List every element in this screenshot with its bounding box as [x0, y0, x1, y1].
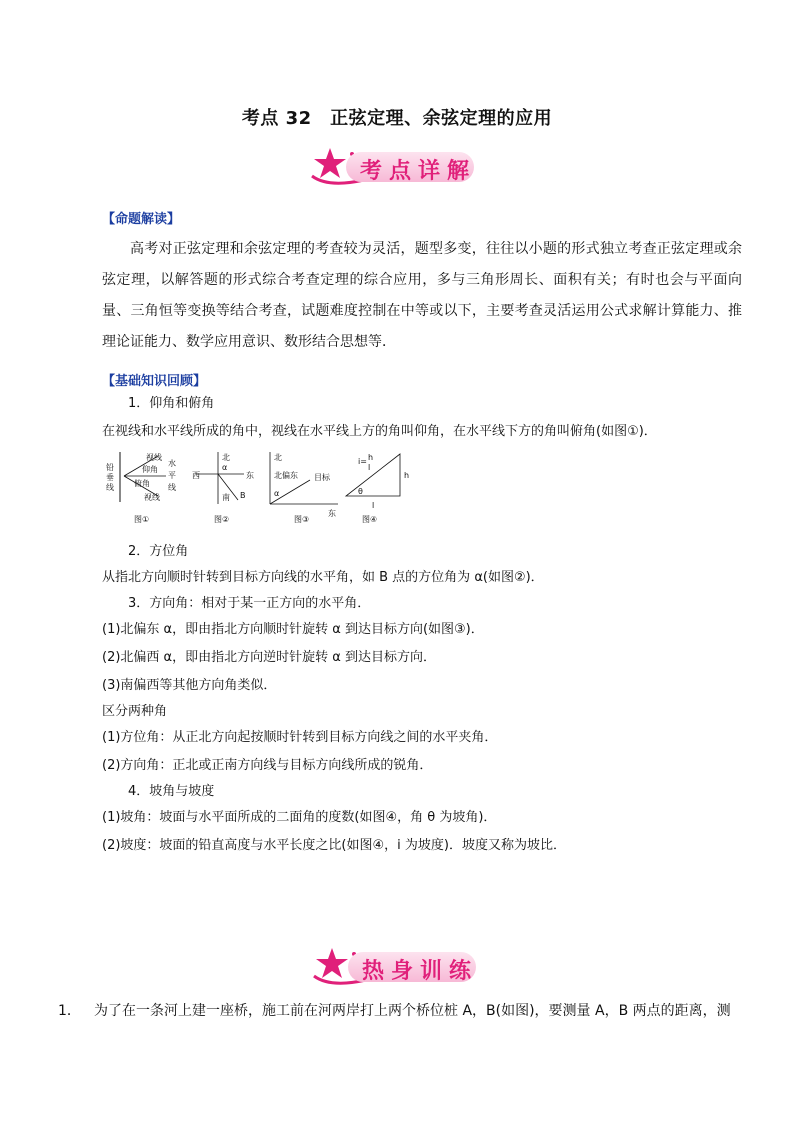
fig2-nan: 南 [222, 493, 230, 502]
text-line: (1)方位角：从正北方向起按顺时针转到目标方向线之间的水平夹角． [102, 730, 498, 745]
fig1-shixian2: 视线 [144, 493, 160, 502]
question-1 [58, 1000, 748, 1020]
fig2-xi: 西 [192, 471, 200, 480]
figure-1 [106, 452, 176, 524]
figure-3 [270, 452, 338, 524]
intro-paragraph: 高考对正弦定理和余弦定理的考查较为灵活，题型多变，往往以小题的形式独立考查正弦定理或余弦定理，以解答题的形式综合考查定理的综合应用，多与三角形周长、面积有关；有时也会与平面向量、三角恒等变换等结合考查，试题难度控制在中等或以下，主要考查灵活运用公式求解计算能力、推理论证能力、数学应用意识、数形结合思想等． [102, 241, 742, 350]
fig3-alpha: α [274, 489, 280, 498]
fig2-label: 图② [214, 515, 230, 524]
text-line: 在视线和水平线所成的角中，视线在水平线上方的角叫仰角，在水平线下方的角叫俯角(如图①)． [102, 424, 657, 439]
page-title: 考点 32 正弦定理、余弦定理的应用 [241, 108, 553, 129]
fig2-bei: 北 [222, 453, 230, 462]
text-line: (2)方向角：正北或正南方向线与目标方向线所成的锐角． [102, 758, 433, 773]
fig3-beipiandong: 北偏东 [274, 471, 298, 480]
figures-diagram [100, 450, 420, 530]
fig1-ping: 平 [168, 471, 176, 480]
banner-reshen-xunlian [310, 946, 490, 986]
fig4-l: l [372, 501, 375, 510]
figure-4 [346, 453, 409, 524]
fig4-label: 图④ [362, 515, 378, 524]
text-line: 4．坡角与坡度 [128, 784, 215, 799]
text-line: (2)坡度：坡面的铅直高度与水平长度之比(如图④，i 为坡度)．坡度又称为坡比． [102, 838, 566, 853]
fig3-dong: 东 [328, 509, 336, 518]
banner-text: 考点详解 [360, 158, 477, 184]
fig2-B: B [240, 491, 246, 500]
fig4-i: i= [358, 457, 367, 466]
text-line: (2)北偏西 α，即由指北方向逆时针旋转 α 到达目标方向． [102, 650, 436, 665]
text-line: (1)北偏东 α，即由指北方向顺时针旋转 α 到达目标方向(如图③)． [102, 622, 484, 637]
fig3-label: 图③ [294, 515, 310, 524]
figure-2 [192, 452, 254, 524]
fig1-shixian1: 视线 [146, 453, 162, 462]
section-heading-mingti: 【命题解读】 [102, 212, 181, 227]
fig2-alpha: α [222, 463, 228, 472]
question-text: 为了在一条河上建一座桥，施工前在河两岸打上两个桥位桩 A，B(如图)，要测量 A，B 两点的距离，测 [94, 1003, 731, 1019]
fig4-theta: θ [358, 487, 363, 496]
fig3-mubiao: 目标 [314, 473, 330, 482]
section-heading-jichu: 【基础知识回顾】 [102, 374, 207, 389]
fig1-label: 图① [134, 515, 150, 524]
text-line: 从指北方向顺时针转到目标方向线的水平角，如 B 点的方位角为 α(如图②)． [102, 570, 544, 585]
fig2-dong: 东 [246, 471, 254, 480]
fig4-h: h [404, 471, 410, 480]
text-line: 区分两种角 [102, 704, 168, 719]
fig1-fujiao: 俯角 [134, 479, 150, 488]
banner-kaodian-xiangjie [308, 146, 488, 186]
banner-text: 热身训练 [362, 958, 479, 984]
text-line: (1)坡角：坡面与水平面所成的二面角的度数(如图④，角 θ 为坡角)． [102, 810, 497, 825]
text-line: (3)南偏西等其他方向角类似． [102, 678, 277, 693]
fig1-xian2: 线 [168, 483, 176, 492]
fig4-l-den: l [368, 463, 371, 472]
fig3-bei: 北 [274, 453, 282, 462]
fig1-yangjiao: 仰角 [142, 465, 158, 474]
fig1-qian: 铅 [106, 463, 114, 472]
question-number: 1． [58, 1003, 81, 1019]
fig1-chui: 垂 [106, 473, 114, 482]
text-line: 1．仰角和俯角 [128, 396, 215, 411]
fig1-shui: 水 [168, 459, 176, 468]
fig1-xian: 线 [106, 483, 114, 492]
text-line: 2．方位角 [128, 544, 189, 559]
fig4-h-num: h [368, 453, 374, 462]
text-line: 3．方向角：相对于某一正方向的水平角． [128, 596, 371, 611]
